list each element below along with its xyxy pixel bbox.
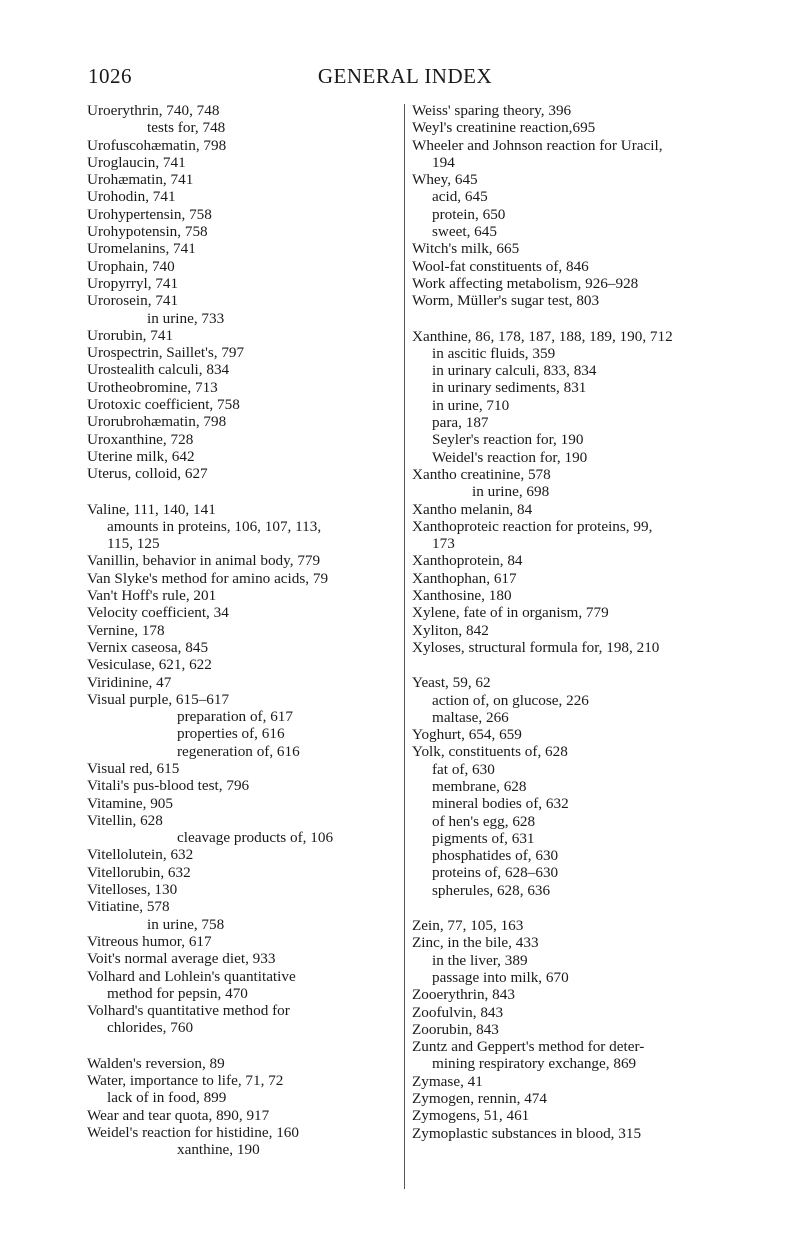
index-subentry: chlorides, 760: [107, 1019, 194, 1037]
index-entry: Vitreous humor, 617: [87, 932, 212, 950]
index-subentry: cleavage products of, 106: [177, 829, 334, 847]
index-entry: Vanillin, behavior in animal body, 779: [87, 552, 321, 570]
index-entry: Urospectrin, Saillet's, 797: [87, 344, 245, 362]
index-subentry: in urinary calculi, 833, 834: [432, 362, 597, 380]
index-entry: Vernine, 178: [87, 621, 165, 639]
index-entry: Zein, 77, 105, 163: [412, 917, 524, 935]
index-entry: Van't Hoff's rule, 201: [87, 587, 217, 605]
index-subentry: preparation of, 617: [177, 708, 293, 726]
index-entry: Uromelanins, 741: [87, 240, 196, 258]
index-subentry: in urine, 758: [147, 915, 225, 933]
section-gap: [87, 1037, 403, 1055]
index-entry: Urohypertensin, 758: [87, 205, 212, 223]
page-header: [88, 64, 722, 88]
index-entry: Uroerythrin, 740, 748: [87, 102, 220, 119]
index-entry: Visual red, 615: [87, 759, 180, 777]
index-entry: Urorosein, 741: [87, 292, 179, 310]
index-entry: Uterus, colloid, 627: [87, 465, 208, 483]
index-entry: Vesiculase, 621, 622: [87, 656, 212, 674]
index-entry: Uropyrryl, 741: [87, 274, 179, 292]
index-subentry: action of, on glucose, 226: [432, 691, 589, 709]
column-divider: [404, 104, 405, 1189]
index-entry: Urohæmatin, 741: [87, 171, 194, 189]
index-subentry: Weidel's reaction for, 190: [432, 448, 588, 466]
index-entry: Xanthosine, 180: [412, 587, 512, 605]
index-entry: Vitali's pus-blood test, 796: [87, 777, 250, 795]
index-entry: Urofuscohæmatin, 798: [87, 136, 227, 154]
index-entry: Wear and tear quota, 890, 917: [87, 1106, 270, 1124]
index-subentry: in ascitic fluids, 359: [432, 344, 556, 362]
index-entry: Yolk, constituents of, 628: [412, 743, 568, 761]
index-entry: Volhard and Lohlein's quantitative: [87, 967, 296, 985]
index-subentry: Seyler's reaction for, 190: [432, 431, 584, 449]
index-entry: Vitellolutein, 632: [87, 846, 194, 864]
index-subentry: mining respiratory exchange, 869: [432, 1055, 637, 1073]
index-subentry: in urine, 733: [147, 309, 225, 327]
index-entry: Vitiatine, 578: [87, 898, 170, 916]
index-column-right: [412, 102, 732, 1142]
index-subentry: of hen's egg, 628: [432, 812, 536, 830]
index-entry: Xantho melanin, 84: [412, 500, 533, 518]
index-entry: Weyl's creatinine reaction,695: [412, 119, 596, 137]
index-entry: Worm, Müller's sugar test, 803: [412, 292, 600, 310]
index-entry: Zymoplastic substances in blood, 315: [412, 1124, 642, 1142]
index-entry: Volhard's quantitative method for: [87, 1002, 290, 1020]
index-entry: Velocity coefficient, 34: [87, 604, 229, 622]
index-entry: Vitellin, 628: [87, 811, 163, 829]
index-subentry: protein, 650: [432, 205, 506, 223]
index-entry: Walden's reversion, 89: [87, 1054, 225, 1072]
index-entry: Wool-fat constituents of, 846: [412, 257, 589, 275]
index-entry: Zoorubin, 843: [412, 1020, 499, 1038]
index-entry: Xantho creatinine, 578: [412, 465, 551, 483]
index-entry: Vernix caseosa, 845: [87, 638, 209, 656]
index-entry: Voit's normal average diet, 933: [87, 950, 276, 968]
page-title: GENERAL INDEX: [317, 64, 493, 88]
index-subentry: 173: [432, 535, 455, 553]
index-entry: Xylene, fate of in organism, 779: [412, 604, 609, 622]
index-entry: Urotheobromine, 713: [87, 378, 218, 396]
index-subentry: spherules, 628, 636: [432, 881, 551, 899]
index-entry: Weiss' sparing theory, 396: [412, 102, 572, 119]
index-entry: Vitellorubin, 632: [87, 863, 191, 881]
index-subentry: tests for, 748: [147, 119, 226, 137]
index-entry: Witch's milk, 665: [412, 240, 520, 258]
index-subentry: phosphatides of, 630: [432, 847, 559, 865]
index-subentry: xanthine, 190: [177, 1141, 260, 1159]
index-entry: Zymogens, 51, 461: [412, 1107, 530, 1125]
index-entry: Urotoxic coefficient, 758: [87, 396, 240, 414]
index-subentry: 194: [432, 153, 455, 171]
index-subentry: in urine, 698: [472, 483, 550, 501]
index-entry: Uterine milk, 642: [87, 447, 195, 465]
index-entry: Zooerythrin, 843: [412, 986, 515, 1004]
index-entry: Viridinine, 47: [87, 673, 172, 691]
index-entry: Zoofulvin, 843: [412, 1003, 504, 1021]
index-subentry: passage into milk, 670: [432, 968, 569, 986]
index-subentry: properties of, 616: [177, 725, 285, 743]
index-entry: Zuntz and Geppert's method for deter-: [412, 1038, 645, 1056]
index-column-left: [87, 102, 403, 1159]
section-gap: [412, 656, 732, 674]
index-entry: Uroglaucin, 741: [87, 153, 186, 171]
index-entry: Zinc, in the bile, 433: [412, 934, 539, 952]
index-subentry: in urine, 710: [432, 396, 510, 414]
index-entry: Uroxanthine, 728: [87, 430, 194, 448]
index-entry: Valine, 111, 140, 141: [87, 500, 216, 518]
index-entry: Whey, 645: [412, 171, 478, 189]
index-subentry: maltase, 266: [432, 708, 509, 726]
index-entry: Water, importance to life, 71, 72: [87, 1072, 284, 1090]
index-entry: Urophain, 740: [87, 257, 175, 275]
section-gap: [87, 483, 403, 501]
index-subentry: fat of, 630: [432, 760, 495, 778]
index-subentry: para, 187: [432, 414, 489, 432]
index-subentry: lack of in food, 899: [107, 1089, 227, 1107]
index-subentry: acid, 645: [432, 188, 488, 206]
index-subentry: mineral bodies of, 632: [432, 795, 569, 813]
index-entry: Xyloses, structural formula for, 198, 210: [412, 638, 660, 656]
index-entry: Xanthine, 86, 178, 187, 188, 189, 190, 712: [412, 327, 673, 345]
index-entry: Zymogen, rennin, 474: [412, 1090, 547, 1108]
index-entry: Urorubin, 741: [87, 326, 174, 344]
index-entry: Xanthoprotein, 84: [412, 552, 523, 570]
index-subentry: in urinary sediments, 831: [432, 379, 587, 397]
index-entry: Yeast, 59, 62: [412, 674, 491, 692]
index-entry: Urohodin, 741: [87, 188, 176, 206]
index-subentry: pigments of, 631: [432, 829, 535, 847]
index-entry: Yoghurt, 654, 659: [412, 726, 522, 744]
section-gap: [412, 899, 732, 917]
index-entry: Urohypotensin, 758: [87, 223, 208, 241]
index-entry: Wheeler and Johnson reaction for Uracil,: [412, 136, 663, 154]
index-entry: Work affecting metabolism, 926–928: [412, 274, 639, 292]
index-entry: Urorubrohæmatin, 798: [87, 413, 227, 431]
index-entry: Weidel's reaction for histidine, 160: [87, 1123, 299, 1141]
page-number: 1026: [88, 64, 132, 88]
index-subentry: membrane, 628: [432, 777, 527, 795]
index-entry: Xanthoproteic reaction for proteins, 99,: [412, 517, 653, 535]
index-subentry: proteins of, 628–630: [432, 864, 559, 882]
index-entry: Zymase, 41: [412, 1072, 483, 1090]
index-entry: Urostealith calculi, 834: [87, 361, 230, 379]
index-subentry: amounts in proteins, 106, 107, 113,: [107, 517, 322, 535]
index-subentry: in the liver, 389: [432, 951, 528, 969]
index-subentry: regeneration of, 616: [177, 742, 300, 760]
index-entry: Vitelloses, 130: [87, 881, 178, 899]
index-subentry: method for pepsin, 470: [107, 984, 248, 1002]
section-gap: [412, 310, 732, 328]
index-entry: Xanthophan, 617: [412, 569, 517, 587]
index-subentry: sweet, 645: [432, 223, 497, 241]
index-subentry: 115, 125: [107, 535, 160, 553]
index-entry: Visual purple, 615–617: [87, 690, 230, 708]
index-entry: Xyliton, 842: [412, 621, 489, 639]
index-entry: Vitamine, 905: [87, 794, 173, 812]
index-entry: Van Slyke's method for amino acids, 79: [87, 569, 329, 587]
